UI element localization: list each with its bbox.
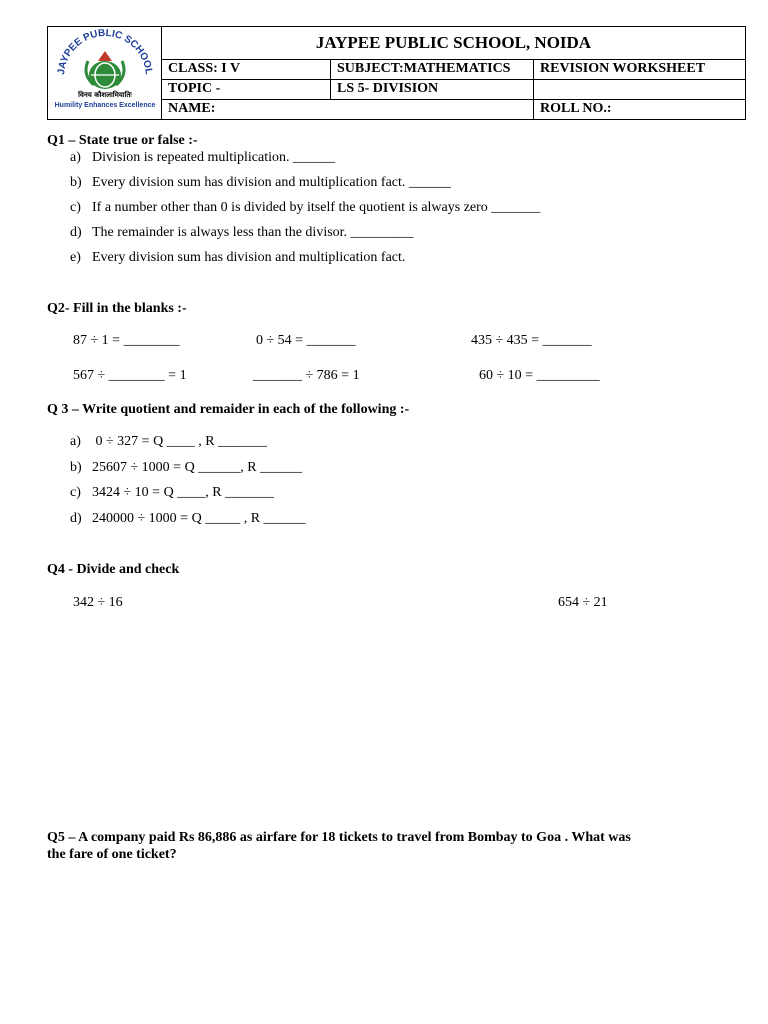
name-cell: NAME: (162, 99, 534, 119)
q1-title: Q1 – State true or false :- (47, 133, 198, 148)
item-text: Every division sum has division and multiplication fact. ______ (92, 175, 451, 190)
item-text: 240000 ÷ 1000 = Q _____ , R ______ (92, 511, 306, 526)
q2-blank: 0 ÷ 54 = _______ (256, 333, 356, 348)
header-table (47, 26, 746, 120)
item-label: b) (70, 460, 82, 475)
class-cell: CLASS: I V (162, 59, 331, 79)
q2-blank: 567 ÷ ________ = 1 (73, 368, 187, 383)
item-label: b) (70, 175, 82, 190)
q3-item (70, 511, 306, 527)
q1-item (70, 175, 451, 191)
roll-no-cell: ROLL NO.: (534, 99, 746, 119)
lesson-cell: LS 5- DIVISION (331, 79, 534, 99)
q1-item (70, 200, 540, 216)
q3-item (70, 434, 267, 450)
q4-right-problem: 654 ÷ 21 (558, 595, 608, 610)
item-text: 0 ÷ 327 = Q ____ , R _______ (92, 434, 268, 449)
q1-item (70, 250, 405, 266)
subject-cell: SUBJECT:MATHEMATICS (331, 59, 534, 79)
q5-line-2: the fare of one ticket? (47, 847, 177, 862)
q3-item (70, 485, 274, 501)
item-label: d) (70, 511, 82, 526)
q3-title: Q 3 – Write quotient and remaider in each of the following :- (47, 402, 410, 417)
topic-cell: TOPIC - (162, 79, 331, 99)
q1-item (70, 225, 414, 241)
q4-left-problem: 342 ÷ 16 (73, 595, 123, 610)
q2-blank: 435 ÷ 435 = _______ (471, 333, 592, 348)
q2-blank: 87 ÷ 1 = ________ (73, 333, 180, 348)
item-text: If a number other than 0 is divided by itself the quotient is always zero _______ (92, 200, 541, 215)
item-label: e) (70, 250, 81, 265)
item-label: c) (70, 200, 81, 215)
item-text: Division is repeated multiplication. ______ (92, 150, 336, 165)
school-name: JAYPEE PUBLIC SCHOOL, NOIDA (162, 27, 746, 60)
item-label: d) (70, 225, 82, 240)
item-text: The remainder is always less than the divisor. _________ (92, 225, 414, 240)
item-text: 3424 ÷ 10 = Q ____, R _______ (92, 485, 275, 500)
item-label: c) (70, 485, 81, 500)
q3-item (70, 460, 302, 476)
item-label: a) (70, 150, 81, 165)
svg-text:Humility Enhances Excellence: Humility Enhances Excellence (54, 102, 155, 109)
q2-blank: 60 ÷ 10 = _________ (479, 368, 600, 383)
blank-cell (534, 79, 746, 99)
q2-blank: _______ ÷ 786 = 1 (253, 368, 360, 383)
item-text: 25607 ÷ 1000 = Q ______, R ______ (92, 460, 303, 475)
q5-line-1: Q5 – A company paid Rs 86,886 as airfare for 18 tickets to travel from Bombay to Goa . What was (47, 830, 631, 845)
item-label: a) (70, 434, 81, 449)
school-logo (48, 27, 162, 120)
svg-text:विनय कौशलामियातिः: विनय कौशलामियातिः (77, 91, 132, 99)
item-text: Every division sum has division and multiplication fact. (92, 250, 406, 265)
q1-item (70, 150, 335, 166)
worksheet-type-cell: REVISION WORKSHEET (534, 59, 746, 79)
school-crest-icon (50, 27, 160, 113)
q4-title: Q4 - Divide and check (47, 562, 180, 577)
svg-text:JAYPEE PUBLIC SCHOOL: JAYPEE PUBLIC SCHOOL (55, 27, 154, 76)
q2-title: Q2- Fill in the blanks :- (47, 301, 187, 316)
